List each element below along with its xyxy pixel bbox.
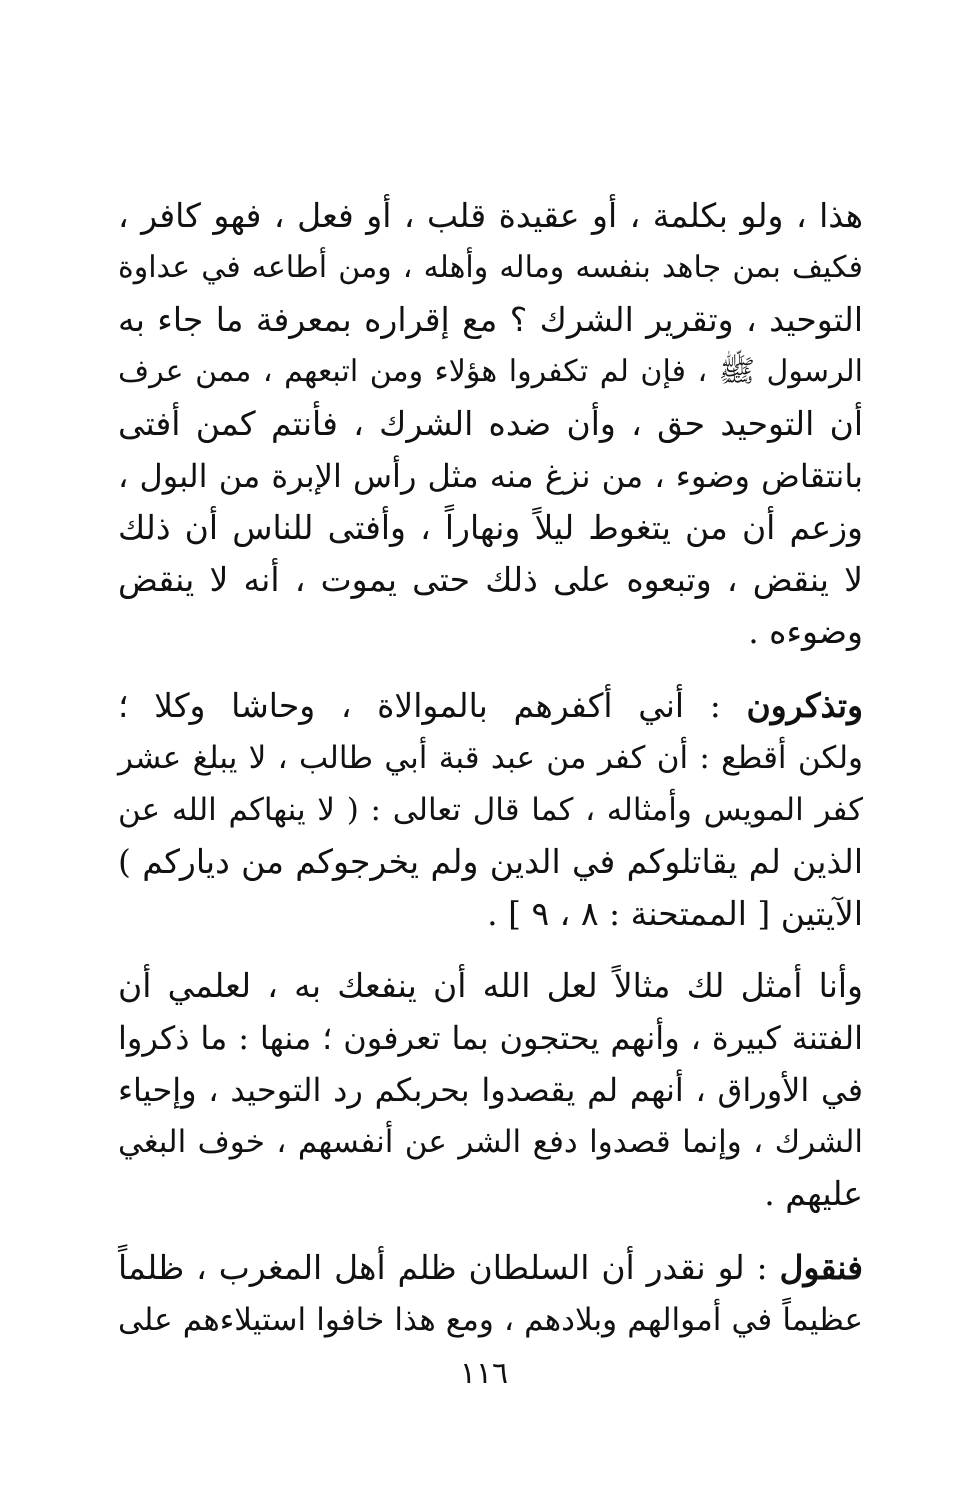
text-line: الرسول ﷺ ، فإن لم تكفروا هؤلاء ومن اتبعهم ، ممن عرف	[118, 354, 863, 389]
text-line: التوحيد ، وتقرير الشرك ؟ مع إقراره بمعرفة ما جاء به	[118, 300, 863, 339]
paragraph-lead-word: فنقول	[779, 1248, 863, 1287]
text-line: كفر المويس وأمثاله ، كما قال تعالى : ( لا ينهاكم الله عن	[118, 792, 863, 828]
paragraph-2	[118, 680, 863, 940]
text-line: ولكن أقطع : أن كفر من عبد قبة أبي طالب ، لا يبلغ عشر	[118, 740, 863, 776]
text-line: وأنا أمثل لك مثالاً لعل الله أن ينفعك به ، لعلمي أن	[118, 966, 863, 1005]
text-line: أن التوحيد حق ، وأن ضده الشرك ، فأنتم كمن أفتى	[118, 404, 863, 443]
paragraph-3	[118, 960, 863, 1220]
text-line: عظيماً في أموالهم وبلادهم ، ومع هذا خافوا استيلاءهم على	[118, 1302, 863, 1338]
text-line: وضوءه .	[748, 612, 863, 651]
text-line: الفتنة كبيرة ، وأنهم يحتجون بما تعرفون ؛ منها : ما ذكروا	[118, 1019, 863, 1057]
text-line: الذين لم يقاتلوكم في الدين ولم يخرجوكم من دياركم )	[118, 842, 863, 881]
paragraph-4	[118, 1242, 863, 1346]
text-line: هذا ، ولو بكلمة ، أو عقيدة قلب ، أو فعل ، فهو كافر ،	[118, 196, 863, 235]
text-line	[118, 680, 863, 732]
paragraph-spacer	[118, 658, 863, 680]
text-line-rest: : أني أكفرهم بالموالاة ، وحاشا وكلا ؛	[118, 686, 747, 725]
text-line: في الأوراق ، أنهم لم يقصدوا بحربكم رد التوحيد ، وإحياء	[118, 1071, 863, 1109]
text-line: عليهم .	[764, 1174, 863, 1213]
text-line: الآيتين [ الممتحنة : ٨ ، ٩ ] .	[487, 894, 863, 933]
body-text	[118, 190, 863, 1346]
paragraph-spacer	[118, 1220, 863, 1242]
text-line: فكيف بمن جاهد بنفسه وماله وأهله ، ومن أطاعه في عداوة	[118, 250, 863, 285]
paragraph-1	[118, 190, 863, 658]
text-line	[118, 1242, 863, 1294]
paragraph-lead-word: وتذكرون	[746, 686, 863, 725]
text-line: الشرك ، وإنما قصدوا دفع الشر عن أنفسهم ، خوف البغي	[118, 1124, 863, 1160]
text-line: وزعم أن من يتغوط ليلاً ونهاراً ، وأفتى للناس أن ذلك	[118, 508, 863, 547]
page-number: ١١٦	[459, 1356, 509, 1391]
text-line-rest: : لو نقدر أن السلطان ظلم أهل المغرب ، ظلماً	[118, 1248, 780, 1287]
paragraph-spacer	[118, 940, 863, 960]
text-line: لا ينقض ، وتبعوه على ذلك حتى يموت ، أنه لا ينقض	[118, 560, 863, 599]
text-line: بانتقاض وضوء ، من نزغ منه مثل رأس الإبرة من البول ،	[118, 457, 863, 495]
